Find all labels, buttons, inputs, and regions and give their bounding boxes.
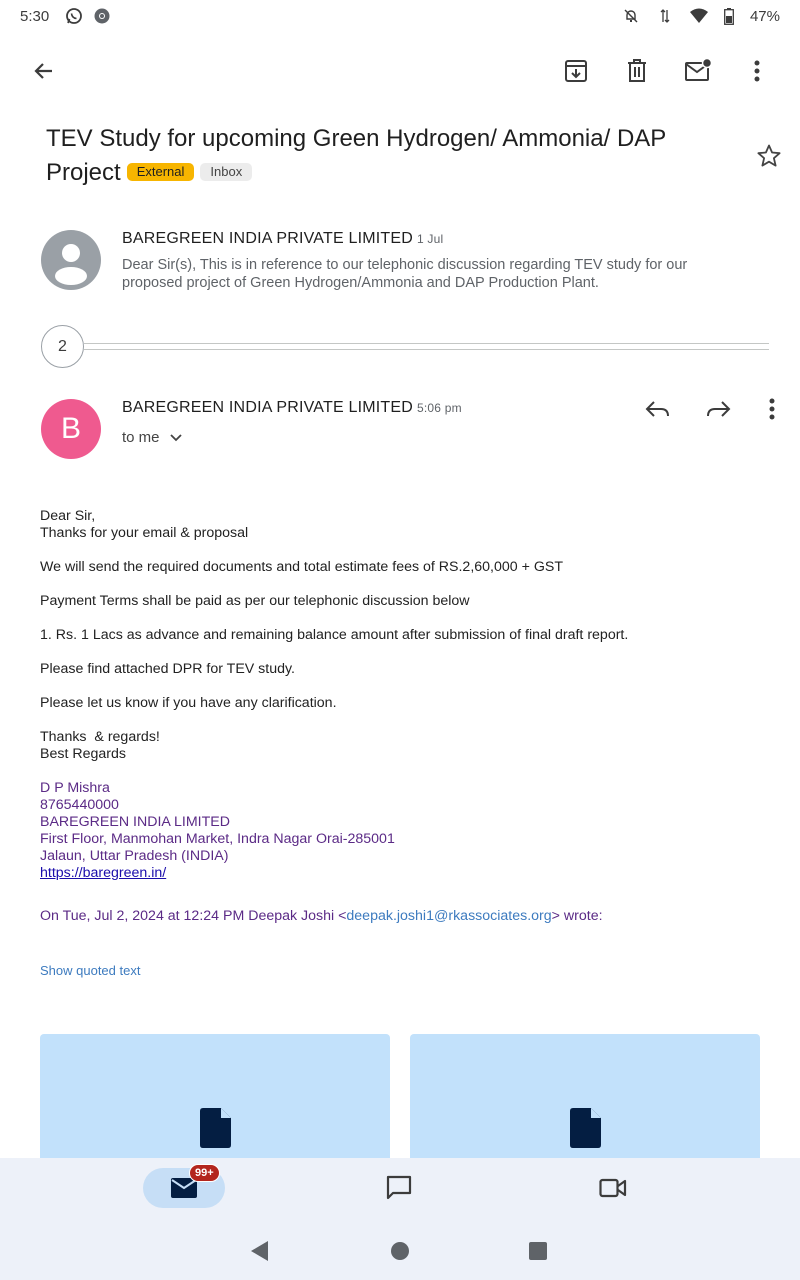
nav-meet-tab[interactable]: [592, 1168, 634, 1208]
chevron-down-icon: [170, 434, 182, 442]
hidden-messages-count[interactable]: 2: [41, 325, 84, 368]
forward-icon: [705, 399, 731, 419]
show-quoted-text-link[interactable]: Show quoted text: [40, 963, 141, 978]
body-line: 1. Rs. 1 Lacs as advance and remaining balance amount after submission of final draft report.: [40, 627, 629, 643]
body-line: Please let us know if you have any clarification.: [40, 695, 337, 711]
arrow-back-icon: [32, 59, 56, 83]
signature-phone: 8765440000: [40, 797, 119, 813]
chrome-icon: [93, 7, 111, 25]
star-outline-icon: [756, 143, 782, 169]
signature-address2: Jalaun, Uttar Pradesh (INDIA): [40, 848, 229, 864]
notifications-off-icon: [622, 7, 640, 25]
system-back-button[interactable]: [244, 1238, 274, 1264]
battery-icon: [724, 7, 734, 25]
recipient-label: to me: [122, 429, 160, 446]
bottom-navigation: [0, 1158, 800, 1224]
sender-line: [122, 230, 443, 248]
message-body: [40, 508, 760, 942]
sender-line-expanded: [122, 399, 462, 417]
archive-button[interactable]: [552, 44, 600, 98]
square-recents-icon: [528, 1241, 548, 1261]
nav-chat-tab[interactable]: [378, 1168, 420, 1208]
thread-divider-top: [84, 343, 769, 344]
wifi-icon: [690, 7, 708, 25]
signature: [40, 780, 760, 882]
delete-button[interactable]: [613, 44, 661, 98]
system-navigation-bar: [0, 1224, 800, 1280]
message-time: 5:06 pm: [417, 401, 462, 415]
triangle-back-icon: [248, 1240, 270, 1262]
data-arrows-icon: [656, 7, 674, 25]
body-line: Payment Terms shall be paid as per our telephonic discussion below: [40, 593, 470, 609]
body-line: Please find attached DPR for TEV study.: [40, 661, 295, 677]
label-inbox[interactable]: Inbox: [200, 163, 252, 181]
message-more-button[interactable]: [750, 388, 794, 430]
more-vert-icon: [754, 59, 760, 83]
message-date: 1 Jul: [417, 232, 444, 246]
trash-icon: [625, 58, 649, 84]
file-icon: [200, 1108, 232, 1148]
collapsed-message[interactable]: [0, 222, 800, 302]
more-vert-icon: [769, 397, 775, 421]
forward-button[interactable]: [696, 388, 740, 430]
status-time: 5:30: [20, 7, 50, 25]
label-external[interactable]: External: [127, 163, 195, 181]
signature-address1: First Floor, Manmohan Market, Indra Nagar Orai-285001: [40, 831, 395, 847]
attachment-card[interactable]: [410, 1034, 760, 1164]
thread-divider-bottom: [84, 349, 769, 350]
back-button[interactable]: [20, 44, 68, 98]
archive-icon: [563, 58, 589, 84]
sender-avatar[interactable]: B: [41, 399, 101, 459]
body-line: We will send the required documents and total estimate fees of RS.2,60,000 + GST: [40, 559, 563, 575]
person-icon: [41, 230, 101, 290]
mark-unread-icon: [684, 58, 712, 84]
body-line: Thanks for your email & proposal: [40, 525, 249, 541]
reply-icon: [645, 399, 671, 419]
whatsapp-icon: [65, 7, 83, 25]
body-best-regards: Best Regards: [40, 746, 126, 762]
signature-name: D P Mishra: [40, 780, 110, 796]
signature-company: BAREGREEN INDIA LIMITED: [40, 814, 230, 830]
recipient-details-toggle[interactable]: [122, 429, 182, 446]
mark-unread-button[interactable]: [674, 44, 722, 98]
quote-attribution: [40, 908, 760, 925]
attachment-card[interactable]: [40, 1034, 390, 1164]
body-greeting: Dear Sir,: [40, 508, 96, 524]
star-button[interactable]: [748, 138, 790, 174]
sender-name-expanded: BAREGREEN INDIA PRIVATE LIMITED: [122, 399, 413, 416]
nav-mail-tab[interactable]: [143, 1168, 225, 1208]
chat-icon: [385, 1174, 413, 1202]
system-recents-button[interactable]: [523, 1238, 553, 1264]
more-options-button[interactable]: [733, 44, 781, 98]
quote-email-link[interactable]: deepak.joshi1@rkassociates.org: [346, 908, 552, 924]
unread-count-badge: 99+: [189, 1164, 220, 1182]
battery-percent: 47%: [749, 7, 780, 25]
top-toolbar: [0, 44, 800, 98]
file-icon: [570, 1108, 602, 1148]
body-thanks: Thanks & regards!: [40, 729, 160, 745]
reply-button[interactable]: [636, 388, 680, 430]
email-subject: [46, 122, 726, 190]
message-snippet: Dear Sir(s), This is in reference to our telephonic discussion regarding TEV study for our proposed project of Green Hydrogen/Ammonia and DAP Production Plant.: [122, 257, 688, 291]
quote-suffix: > wrote:: [551, 908, 603, 924]
system-home-button[interactable]: [385, 1238, 415, 1264]
video-camera-icon: [599, 1177, 627, 1199]
status-bar: [0, 0, 800, 32]
sender-name: BAREGREEN INDIA PRIVATE LIMITED: [122, 230, 413, 247]
circle-home-icon: [390, 1241, 410, 1261]
default-avatar: [41, 230, 101, 290]
signature-website-link[interactable]: https://baregreen.in/: [40, 865, 167, 881]
subject-title: TEV Study for upcoming Green Hydrogen/ Ammonia/ DAP Project: [46, 125, 666, 186]
quote-prefix: On Tue, Jul 2, 2024 at 12:24 PM Deepak Joshi <: [40, 908, 347, 924]
